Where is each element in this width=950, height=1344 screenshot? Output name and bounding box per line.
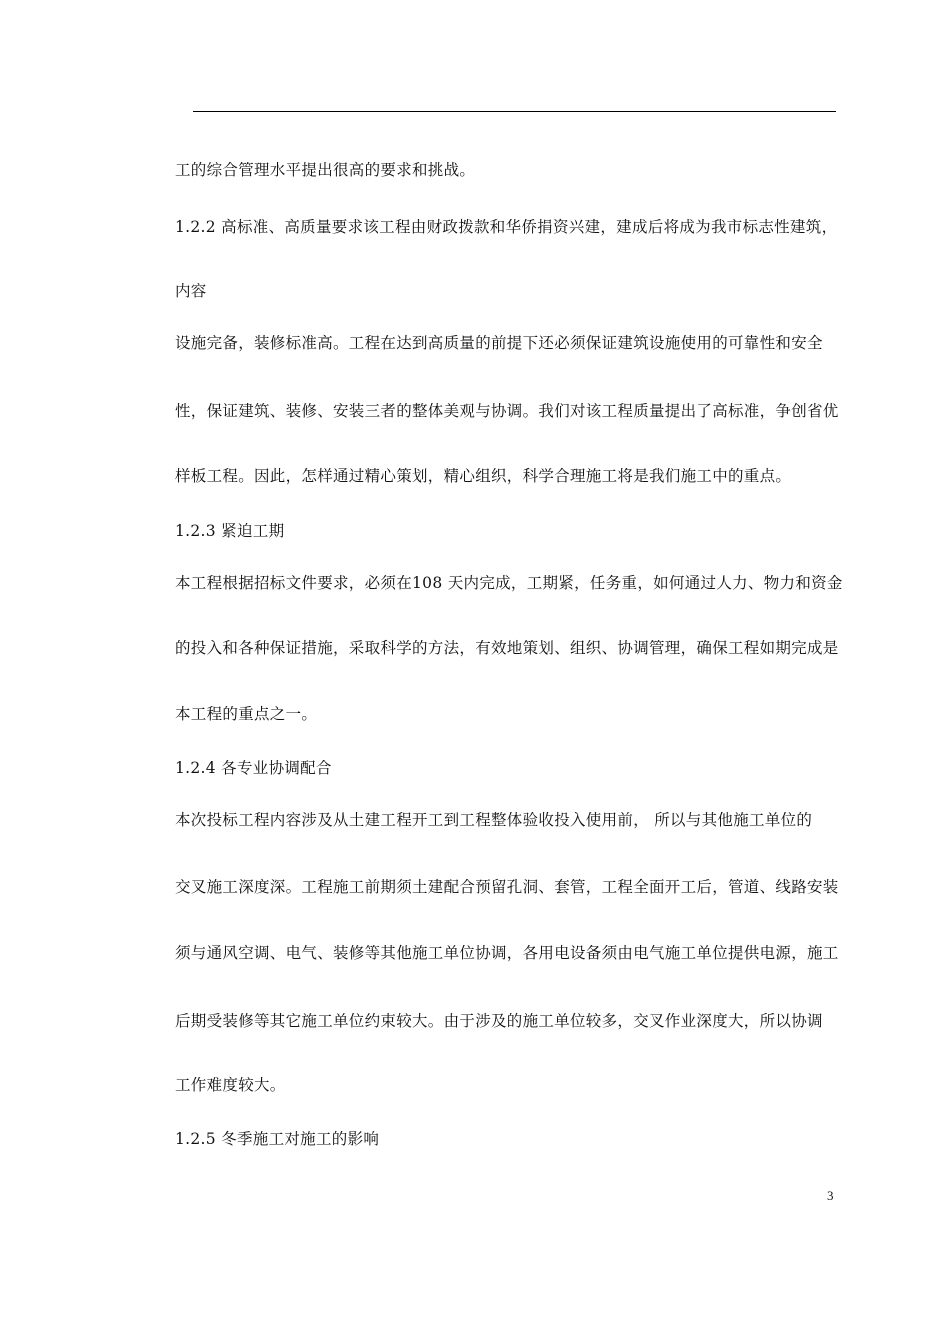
section-heading-1-2-3: 1.2.3 紧迫工期 — [175, 522, 285, 540]
text-line: 后期受装修等其它施工单位约束较大。由于涉及的施工单位较多，交叉作业深度大，所以协调 — [175, 1012, 823, 1030]
section-heading-1-2-4: 1.2.4 各专业协调配合 — [175, 759, 332, 777]
header-rule — [193, 111, 836, 112]
section-heading-1-2-2: 1.2.2 高标准、高质量要求该工程由财政拨款和华侨捐资兴建，建成后将成为我市标志性建筑， — [175, 218, 838, 236]
text-line: 性，保证建筑、装修、安装三者的整体美观与协调。我们对该工程质量提出了高标准，争创省优 — [175, 402, 839, 420]
text-line: 本次投标工程内容涉及从土建工程开工到工程整体验收投入使用前， 所以与其他施工单位的 — [175, 811, 813, 829]
text-line: 样板工程。因此，怎样通过精心策划，精心组织，科学合理施工将是我们施工中的重点。 — [175, 467, 792, 485]
section-heading-1-2-5: 1.2.5 冬季施工对施工的影响 — [175, 1130, 380, 1148]
text-line: 本工程根据招标文件要求，必须在108 天内完成，工期紧，任务重，如何通过人力、物力和资金 — [175, 574, 843, 592]
text-line: 工的综合管理水平提出很高的要求和挑战。 — [175, 161, 476, 179]
text-line: 交叉施工深度深。工程施工前期须土建配合预留孔洞、套管，工程全面开工后，管道、线路安装 — [175, 878, 839, 896]
text-line: 本工程的重点之一。 — [175, 705, 318, 723]
text-line: 设施完备，装修标准高。工程在达到高质量的前提下还必须保证建筑设施使用的可靠性和安全 — [175, 334, 823, 352]
text-line: 的投入和各种保证措施，采取科学的方法，有效地策划、组织、协调管理，确保工程如期完成是 — [175, 639, 839, 657]
text-line: 须与通风空调、电气、装修等其他施工单位协调，各用电设备须由电气施工单位提供电源，施工 — [175, 944, 839, 962]
text-line: 工作难度较大。 — [175, 1076, 286, 1094]
page-number: 3 — [827, 1188, 834, 1203]
text-line: 内容 — [175, 282, 207, 300]
